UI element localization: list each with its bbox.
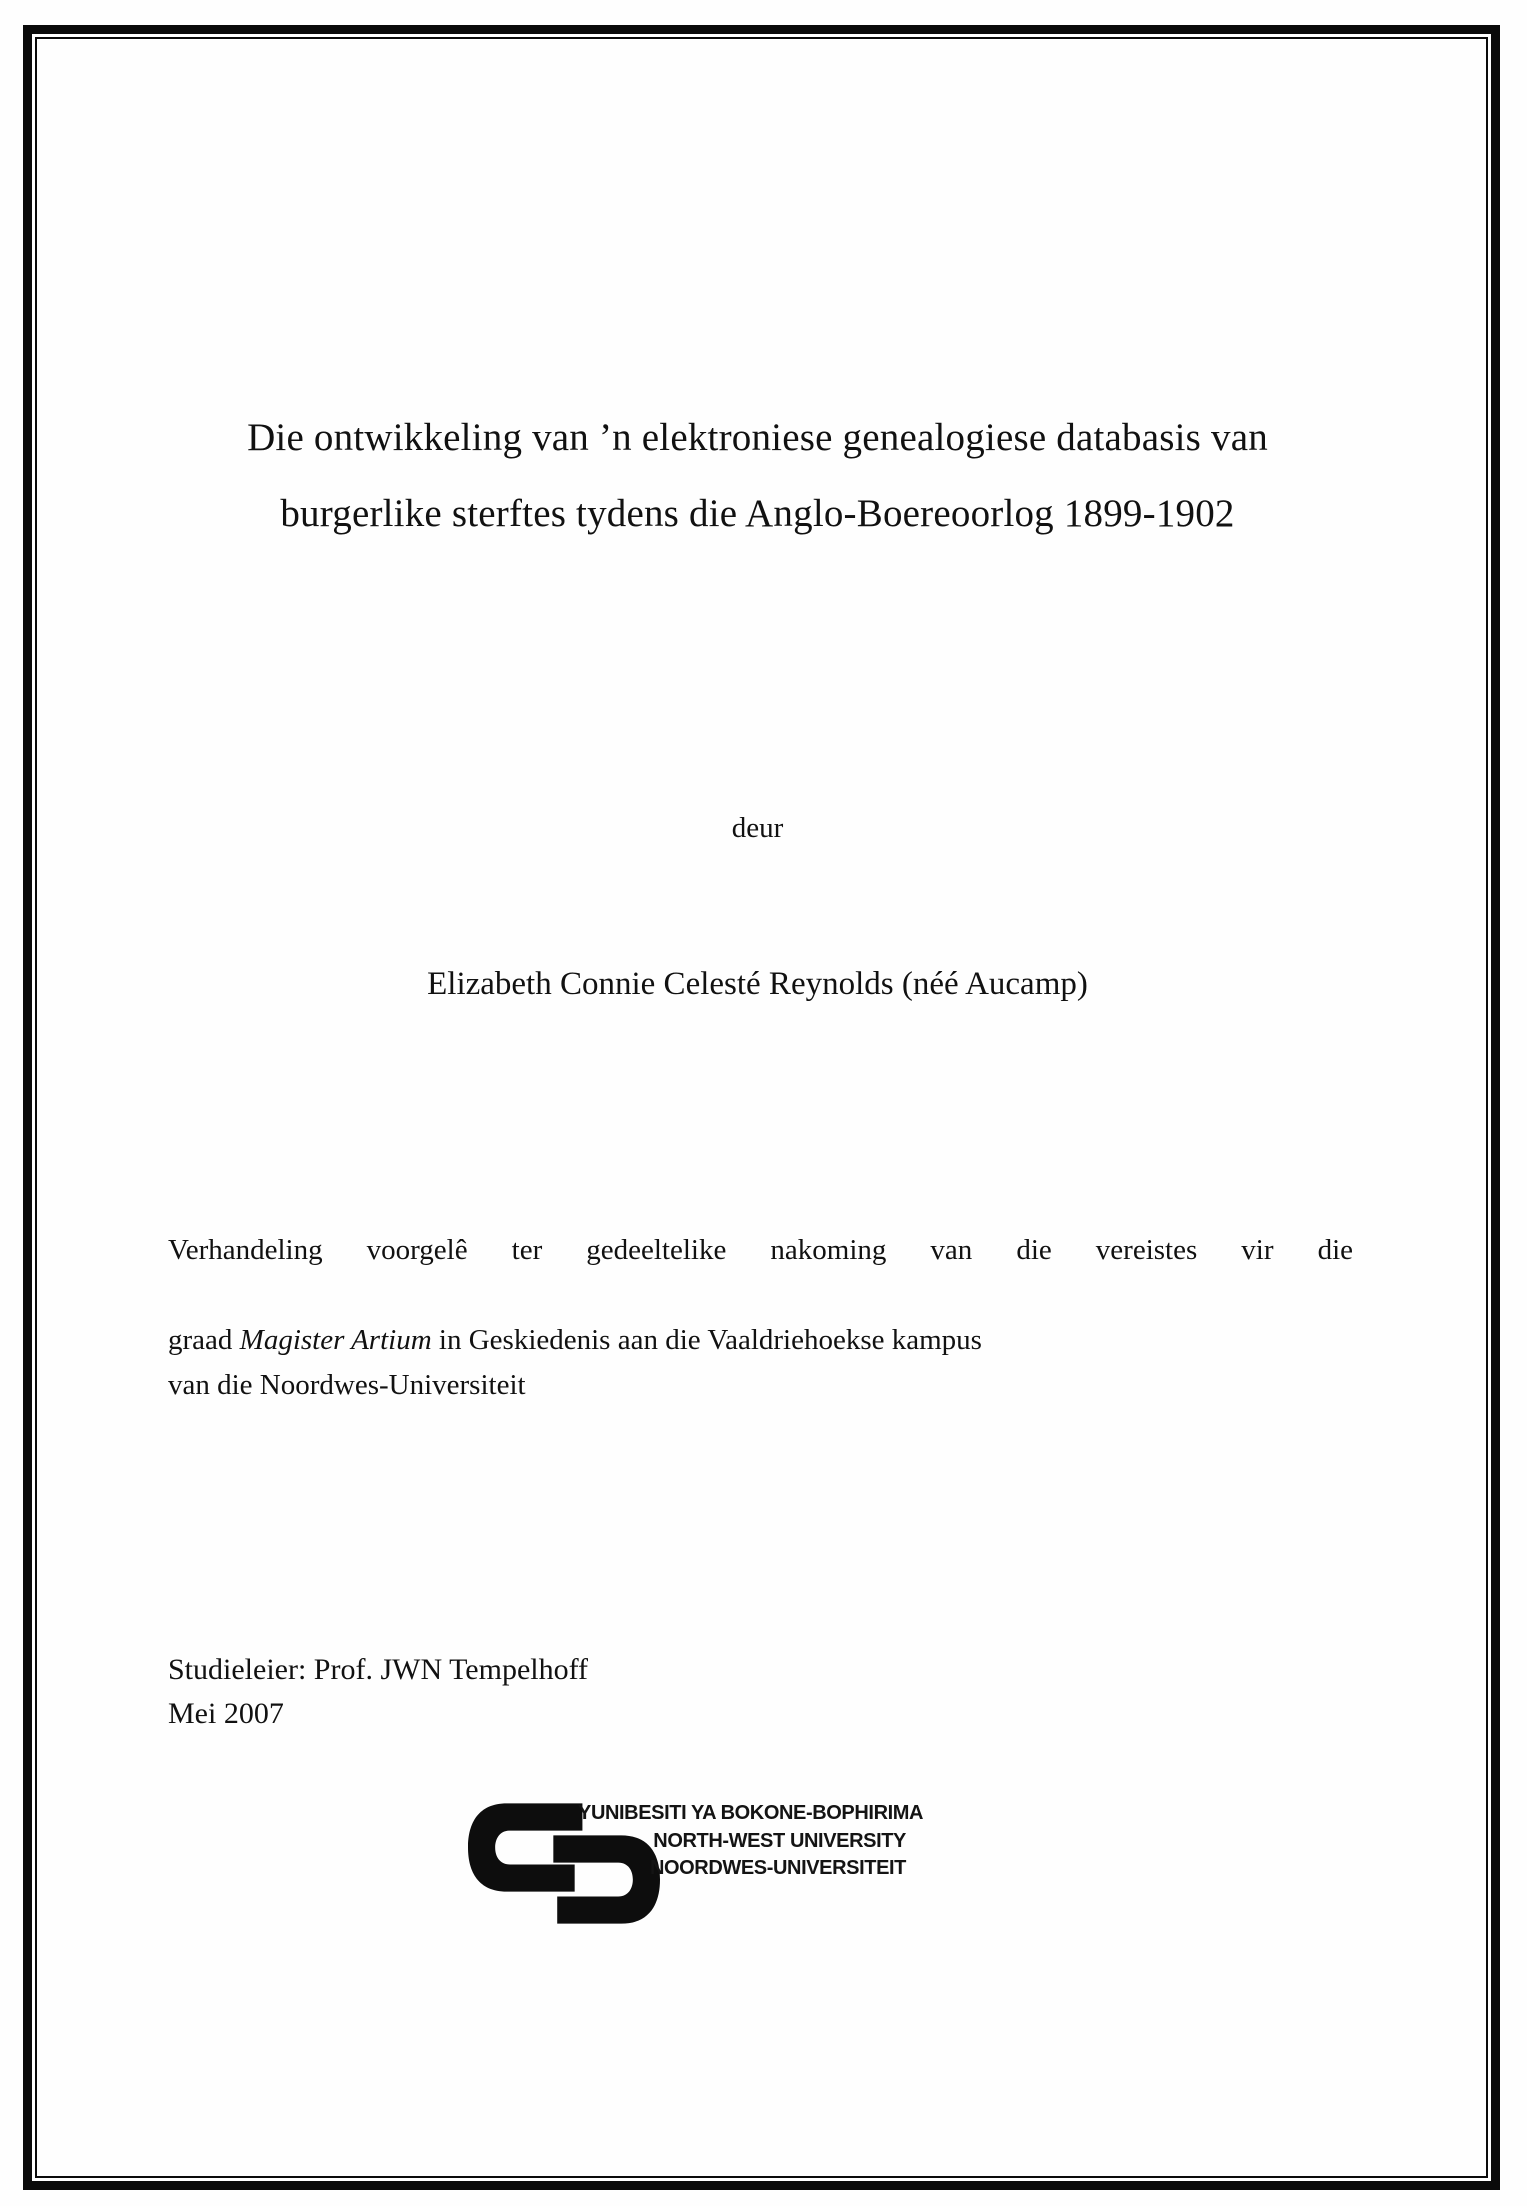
- thesis-statement-line3: van die Noordwes-Universiteit: [168, 1369, 526, 1401]
- thesis-statement-line2: [168, 1318, 1353, 1363]
- date-line: Mei 2007: [168, 1697, 284, 1730]
- thesis-title: [160, 400, 1355, 552]
- university-name-english: NORTH-WEST UNIVERSITY: [653, 1829, 906, 1852]
- degree-name-italic: Magister Artium: [239, 1324, 432, 1356]
- author-name: Elizabeth Connie Celesté Reynolds (néé Aucamp): [427, 966, 1088, 1002]
- university-name-setswana: YUNIBESITI YA BOKONE-BOPHIRIMA: [578, 1802, 924, 1824]
- thesis-statement-line1: Verhandeling voorgelê ter gedeeltelike nakoming van die vereistes vir die: [168, 1234, 1353, 1266]
- thesis-title-line2: burgerlike sterftes tydens die Anglo-Boereoorlog 1899-1902: [280, 492, 1235, 535]
- university-wordmark: [578, 1800, 924, 1883]
- thesis-statement-line2-post: in Geskiedenis aan die Vaaldriehoekse kampus: [431, 1324, 982, 1356]
- university-logo: [468, 1800, 1108, 2000]
- supervisor-line: Studieleier: Prof. JWN Tempelhoff: [168, 1653, 589, 1686]
- thesis-title-line1: Die ontwikkeling van ’n elektroniese genealogiese databasis van: [247, 416, 1268, 459]
- thesis-statement-line2-pre: graad: [168, 1324, 240, 1356]
- thesis-statement: [168, 1228, 1353, 1408]
- university-name-afrikaans: NOORDWES-UNIVERSITEIT: [649, 1857, 906, 1879]
- byline-label: deur: [731, 812, 784, 844]
- supervisor-block: [168, 1648, 588, 1736]
